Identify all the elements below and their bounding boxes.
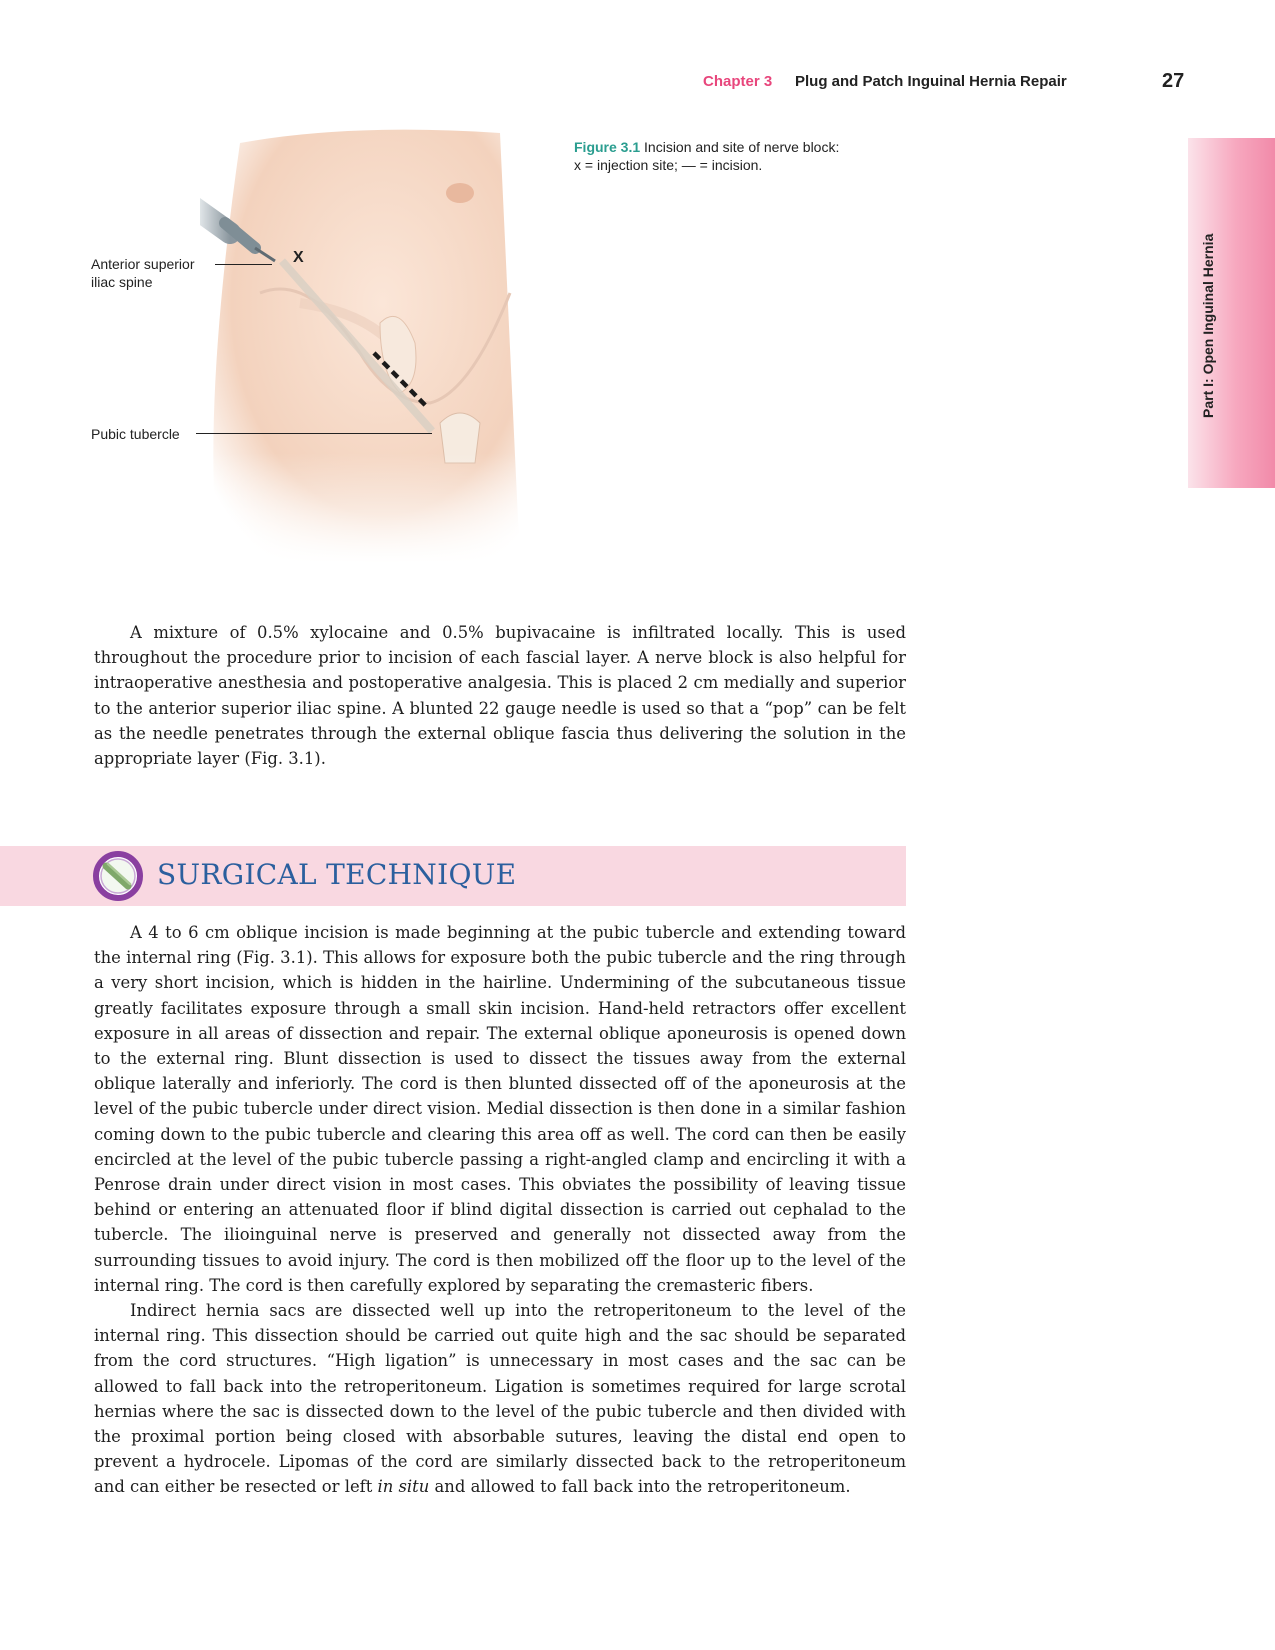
section-body [94, 920, 906, 1500]
figure-caption [574, 138, 904, 174]
asis-callout [91, 255, 195, 291]
figure-label: Figure 3.1 [574, 139, 641, 155]
asis-callout-line1: Anterior superior [91, 256, 195, 272]
pubic-leader-line [196, 433, 432, 434]
page-number: 27 [1162, 70, 1185, 92]
caption-line2: x = injection site; — = incision. [574, 157, 763, 173]
section-title: SURGICAL TECHNIQUE [157, 858, 517, 891]
asis-callout-line2: iliac spine [91, 274, 153, 290]
figure-illustration [200, 123, 560, 563]
in-situ-term: in situ [377, 1477, 430, 1497]
technique-paragraph-2 [94, 1298, 906, 1500]
chapter-title: Plug and Patch Inguinal Hernia Repair [795, 73, 1067, 90]
asis-leader-line [215, 264, 272, 265]
intro-paragraph-block [94, 620, 906, 771]
injection-site-marker: X [293, 249, 304, 266]
technique-paragraph-2-end: and allowed to fall back into the retroperitoneum. [429, 1477, 851, 1497]
surgical-instrument-icon [92, 850, 144, 902]
caption-line1: Incision and site of nerve block: [644, 139, 840, 155]
part-side-tab-label: Part I: Open Inguinal Hernia [1200, 233, 1216, 418]
technique-paragraph-1: A 4 to 6 cm oblique incision is made beginning at the pubic tubercle and extending toward the internal ring (Fig. 3.1). This allows for exposure both the pubic tubercle and the ring through a very short incision, which is hidden in the hairline. Undermining of the subcutaneous tissue greatly facilitates exposure through a small skin incision. Hand-held retractors offer excellent exposure in all areas of dissection and repair. The external oblique aponeurosis is opened down to the external ring. Blunt dissection is used to dissect the tissues away from the external oblique laterally and inferiorly. The cord is then blunted dissected off of the aponeurosis at the level of the pubic tubercle under direct vision. Medial dissection is then done in a similar fashion coming down to the pubic tubercle and clearing this area off as well. The cord can then be easily encircled at the level of the pubic tubercle passing a right-angled clamp and encircling it with a Penrose drain under direct vision in most cases. This obviates the possibility of leaving tissue behind or entering an attenuated floor if blind digital dissection is carried out cephalad to the tubercle. The ilioinguinal nerve is preserved and generally not dissected away from the surrounding tissues to avoid injury. The cord is then mobilized off the floor up to the level of the internal ring. The cord is then carefully explored by separating the cremasteric fibers. [94, 923, 906, 1295]
running-header [0, 70, 1275, 97]
pubic-tubercle-callout: Pubic tubercle [91, 426, 180, 442]
torso-figure [200, 123, 560, 563]
technique-paragraph-2-main: Indirect hernia sacs are dissected well up into the retroperitoneum to the level of the internal ring. This dissection should be carried out quite high and the sac should be separated from the cord structures. “High ligation” is unnecessary in most cases and the sac can be allowed to fall back into the retroperitoneum. Ligation is sometimes required for large scrotal hernias where the sac is dissected down to the level of the pubic tubercle and then divided with the proximal portion being closed with absorbable sutures, leaving the distal end open to prevent a hydrocele. Lipomas of the cord are similarly dissected back to the retroperitoneum and can either be resected or left [94, 1301, 906, 1497]
chapter-label: Chapter 3 [703, 73, 773, 90]
intro-paragraph: A mixture of 0.5% xylocaine and 0.5% bupivacaine is infiltrated locally. This is used throughout the procedure prior to incision of each fascial layer. A nerve block is also helpful for intraoperative anesthesia and postoperative analgesia. This is placed 2 cm medially and superior to the anterior superior iliac spine. A blunted 22 gauge needle is used so that a “pop” can be felt as the needle penetrates through the external oblique fascia thus delivering the solution in the appropriate layer (Fig. 3.1). [94, 623, 906, 769]
